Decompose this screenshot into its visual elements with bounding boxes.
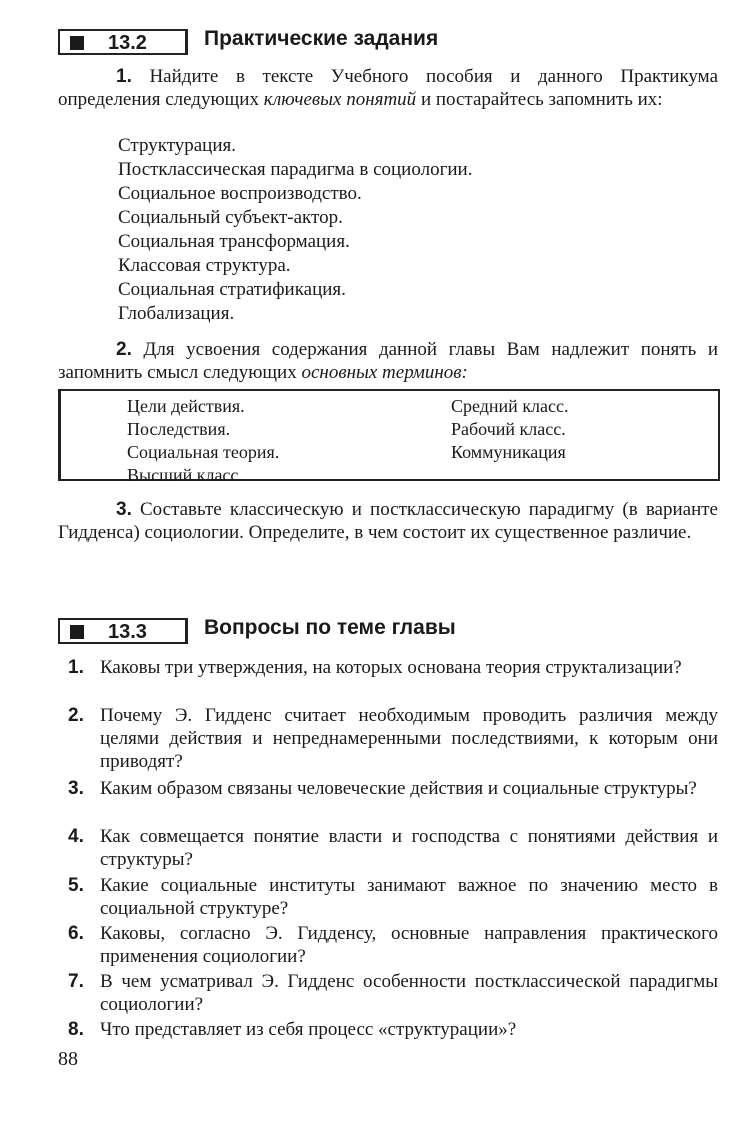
terms-box xyxy=(58,389,720,485)
question-item xyxy=(58,874,718,920)
list-item: Рабочий класс. xyxy=(451,419,566,439)
question-item xyxy=(58,704,718,773)
list-item: Социальная трансформация. xyxy=(118,231,350,252)
list-item: Коммуникация xyxy=(451,442,566,462)
question-text: Каким образом связаны человеческие действия и социальные структуры? xyxy=(100,778,697,799)
list-item: Средний класс. xyxy=(451,396,569,416)
question-number: 7. xyxy=(68,971,84,992)
question-number: 6. xyxy=(68,923,84,944)
emphasis-text: ключевых понятий xyxy=(263,89,417,110)
question-number: 3. xyxy=(68,778,84,799)
question-item xyxy=(58,777,718,800)
list-item: Социальное воспроизводство. xyxy=(118,183,362,204)
list-item: Цели действия. xyxy=(127,396,245,416)
task-number: 1. xyxy=(116,66,132,87)
question-text: Каковы, согласно Э. Гидденсу, основные направления практического применения социологии? xyxy=(100,923,718,967)
section-number: 13.2 xyxy=(108,32,147,54)
question-item xyxy=(58,825,718,871)
task-1-text: 1. Найдите в тексте Учебного пособия и данного Практикума определения следующих ключевых понятий и постарайтесь запомнить их: xyxy=(58,66,718,110)
section-number: 13.3 xyxy=(108,621,147,643)
question-item xyxy=(58,922,718,968)
list-item: Социальная теория. xyxy=(127,442,280,462)
task-number: 2. xyxy=(116,339,132,360)
question-item xyxy=(58,970,718,1016)
key-concepts-list xyxy=(118,134,472,326)
list-item: Классовая структура. xyxy=(118,255,291,276)
list-item: Последствия. xyxy=(127,419,231,439)
list-item: Постклассическая парадигма в социологии. xyxy=(118,159,473,180)
task-number: 3. xyxy=(116,499,132,520)
question-text: Какие социальные институты занимают важное по значению место в социальной структуре? xyxy=(100,875,718,919)
list-item: Социальная стратификация. xyxy=(118,279,346,300)
task-2-text: 2. Для усвоения содержания данной главы Вам надлежит понять и запомнить смысл следующих основных терминов: xyxy=(58,339,718,383)
section-marker-icon xyxy=(70,36,84,50)
question-text: Почему Э. Гидденс считает необходимым проводить различия между целями действия и непреднамеренными последствиями, к которым они приводят? xyxy=(100,705,718,772)
list-item: Высший класс. xyxy=(127,465,243,485)
section-marker-icon xyxy=(70,625,84,639)
question-number: 4. xyxy=(68,826,84,847)
question-number: 8. xyxy=(68,1019,84,1040)
question-number: 1. xyxy=(68,657,84,678)
section-title: Практические задания xyxy=(204,27,439,50)
question-number: 5. xyxy=(68,875,84,896)
emphasis-text: основных терминов: xyxy=(301,362,468,383)
question-number: 2. xyxy=(68,705,84,726)
question-item xyxy=(58,656,718,679)
question-item xyxy=(58,1018,718,1041)
question-text: Каковы три утверждения, на которых основана теория структализации? xyxy=(100,657,682,678)
page-number: 88 xyxy=(58,1048,78,1070)
question-text: Как совмещается понятие власти и господства с понятиями действия и структуры? xyxy=(100,826,718,870)
section-title: Вопросы по теме главы xyxy=(204,616,456,639)
terms-column-2 xyxy=(451,395,569,464)
question-text: Что представляет из себя процесс «структурации»? xyxy=(100,1019,517,1040)
section-number-box xyxy=(58,29,188,55)
list-item: Глобализация. xyxy=(118,303,235,324)
terms-column-1 xyxy=(127,395,279,487)
section-header-13-3 xyxy=(58,616,718,652)
section-header-13-2 xyxy=(58,27,718,63)
list-item: Структурация. xyxy=(118,135,236,156)
section-number-box xyxy=(58,618,188,644)
task-3-text: 3. Составьте классическую и постклассическую парадигму (в варианте Гидденса) социологии. Определите, в чем состоит их существенное различие. xyxy=(58,499,718,543)
question-text: В чем усматривал Э. Гидденс особенности постклассической парадигмы социологии? xyxy=(100,971,718,1015)
list-item: Социальный субъект-актор. xyxy=(118,207,343,228)
